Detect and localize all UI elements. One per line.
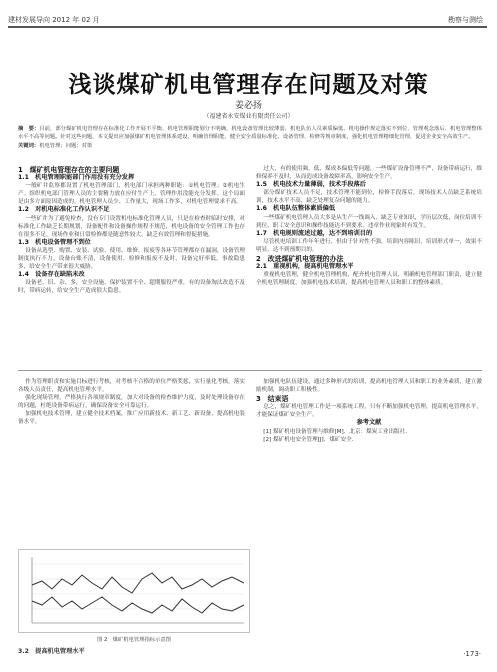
keywords: 机电管理；问题；对策 — [39, 142, 93, 149]
figure-caption-text: 图 2 煤矿机电管理指标示意图 — [97, 637, 171, 643]
affiliation: （福建省永安煤业有限责任公司） — [203, 113, 294, 120]
section-heading: 1.4 设备存在缺陷未改 — [18, 271, 85, 279]
body-column-left — [18, 165, 245, 365]
header-rule — [8, 26, 487, 28]
body-column-bottom-right — [256, 378, 482, 636]
section-heading: 1.6 机电队伍整体素质偏低 — [256, 205, 336, 213]
paragraph: 加强机电队伍建设，通过多种形式的培训，提高机电管理人员和职工的业务素质，建立激励机制，调动职工积极性。 — [256, 379, 482, 394]
paragraph: 重视机电管理，健全机电管理机构，配齐机电管理人员，明确机电管理部门职责，建立健全机电管理制度，加强机电技术培训，提高机电管理人员和职工的整体素质。 — [256, 272, 482, 287]
figure-following-heading: 3.2 提高机电管理水平 — [18, 648, 85, 655]
paragraph: 一些煤矿机电管理人员大多是从生产一线调入，缺乏专业知识，学历层次低，岗位培训不到位，职工安全意识和操作技能达不到要求，违章作业现象时有发生。 — [256, 214, 482, 229]
paragraph: 加强机电技术管理，建立健全技术档案，推广应用新技术、新工艺、新设备，提高机电装备水平。 — [18, 411, 245, 426]
section-heading: 1.7 机电规则流述过越，达不到培训目的 — [256, 229, 373, 237]
page-header — [0, 0, 497, 28]
keywords-label: 关键词： — [18, 142, 40, 149]
section-name: 勘察与测绘 — [448, 16, 483, 24]
paragraph: 总之，煤矿机电管理工作是一项系统工程，只有不断加强机电管理，提高机电管理水平，才能保证煤矿安全生产。 — [256, 404, 482, 419]
section-heading: 参考文献 — [356, 419, 382, 427]
paragraph: 强化现场管理，严格执行各项规章制度，加大对设备的检查维护力度，及时处理设备存在的问题，杜绝设备带病运行，确保设备安全可靠运行。 — [18, 395, 245, 410]
page-number: ·173· — [463, 650, 481, 658]
figure-chart — [18, 549, 250, 633]
abstract-label: 摘 要： — [18, 126, 40, 132]
paragraph: 尽管机电培训工作年年进行，但由于针对性不强，培训内容陈旧，培训形式单一，效果不明显，达不到预期目的。 — [256, 238, 482, 253]
paragraph: 一般矿井监察都设置了机电管理部门，机电部门承担两种职能：①机电管理；②机电生产。组织机电部门管理人员的主要精力放在应付生产上，管理作用没能充分发挥。这个局面是由多方面原因造成的，机电管理人员少、工作量大，现场工作多，对机电管理要求不高。 — [18, 183, 245, 206]
author: 姜必扬 — [234, 101, 262, 111]
abstract — [18, 125, 482, 150]
body-column-right — [256, 165, 482, 365]
paragraph: 设备从选型、购置、安装、试验、使用、维修、报废等各环节管理都存在漏洞，设备管理制度执行不力，设备台账不清，设备使用、检修和报废不及时，设备完好率低，事故隐患多，给安全生产带来很大威胁。 — [18, 247, 245, 271]
paragraph: 设备老、旧、杂、多，安全设施、保护装置不全、超期服役严重，有的设备淘汰改造不及时，带病运转，给安全生产造成很大隐患。 — [18, 280, 245, 295]
paragraph: 作为管理职责和实施目标进行考核，对考核不合格的单位严格奖惩，实行量化考核，落实各级人员责任，提高机电管理水平。 — [18, 379, 245, 394]
abstract-text: 目前，部分煤矿机电管理存在标准化工作开展不平衡、机电管理职能划分不明确、机电设备管理比较薄弱、机电队伍人员素质偏低、机电操作规定落实不到位、管理观念落后、机电管理整体水平不高等问题。针对这些问题，本文提出应加强煤矿机电管理体系建设，明确管理职能，健全安全质量标准化、设备管理、检修等规章制度，强化机电管理精细化管理，促进企业安全高效生产。 — [18, 126, 482, 141]
paragraph: [1] 煤矿机电设备管理与维修[M]．北京：煤炭工业出版社． — [263, 428, 411, 435]
section-heading: 2.1 重视机构，提高机电管理水平 — [256, 263, 354, 271]
paragraph: 部分煤矿技术人员不足，技术管理不能到位，检修手段落后，现场技术人员缺乏系统培训，技术水平不高，缺乏处理复杂问题的能力。 — [256, 190, 482, 205]
journal-name: 建材发展导向 2012 年 02 月 — [8, 16, 100, 24]
article-title: 浅谈煤矿机电管理存在问题及对策 — [68, 71, 429, 98]
section-heading: 2 改进煤矿机电管理的办法 — [256, 255, 344, 264]
body-column-bottom-left — [18, 378, 245, 546]
section-heading: 1 煤矿机电管理存在的主要问题 — [18, 166, 120, 174]
section-heading: 1.1 机电管理职能部门作用没有充分发挥 — [18, 174, 135, 182]
section-heading: 1.5 机电技术力量薄弱，技术手段落后 — [256, 181, 366, 189]
section-divider — [18, 370, 482, 371]
paragraph: 过大，有的使用频、低、煤成本偏低等问题。一些煤矿设备管理不严，设备带病运行，维修保养不及时，从而造成设备故障率高，影响安全生产。 — [256, 166, 482, 181]
section-heading: 1.3 机电设备管理不到位 — [18, 238, 91, 246]
paragraph: [2] 煤矿机电安全管理[J]．煤矿安全． — [263, 436, 358, 443]
section-heading: 3 结束语 — [256, 395, 289, 404]
section-heading: 1.2 对机电标准化工作认识不足 — [18, 206, 110, 214]
figure-caption — [18, 635, 250, 655]
paragraph: 一些矿井为了避免检查，没有专门设置机电标准化管理人员，只是在检查时临时安排，对标准化工作缺乏长期规划，设备配件和设备操作规程不规范，机电设备的安全管理工作也存在很多不足，现场作业和日常检修都是随意性较大，缺乏有效管理和督促措施。 — [18, 215, 245, 238]
